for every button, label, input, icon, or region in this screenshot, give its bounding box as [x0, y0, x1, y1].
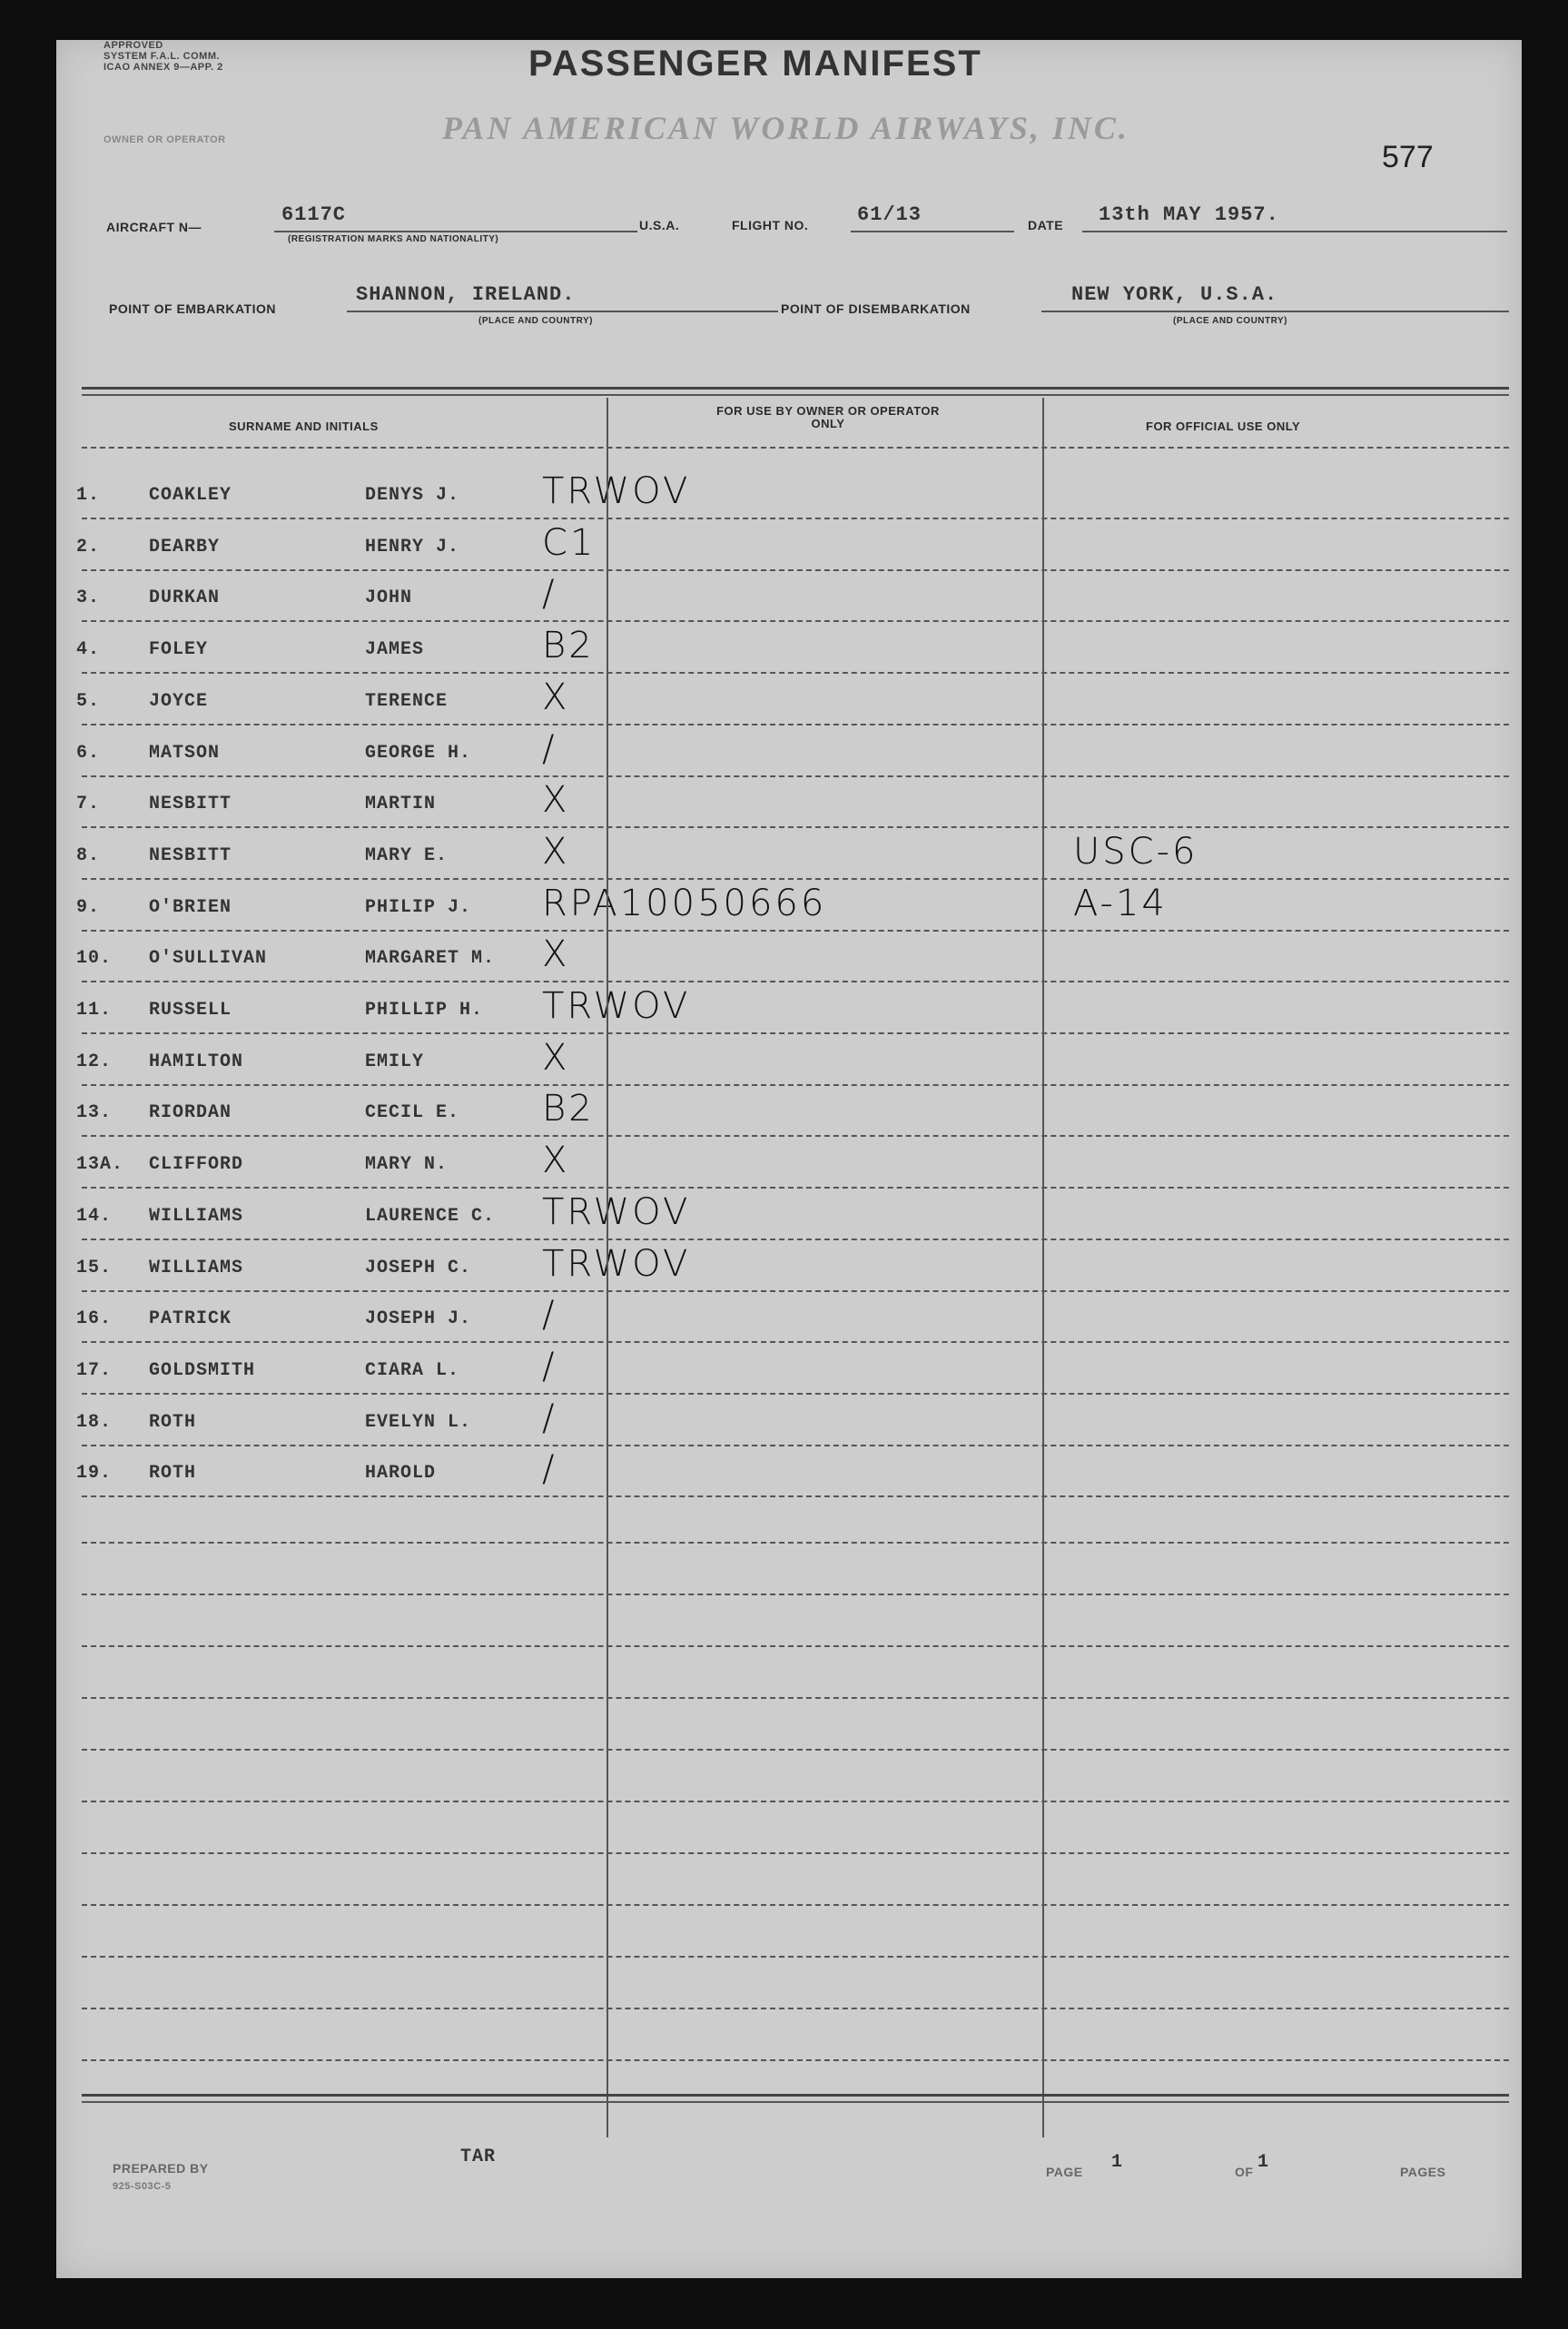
prepared-value: TAR: [460, 2146, 497, 2167]
table-row: [56, 1294, 1522, 1345]
owner-mark: /: [542, 1397, 557, 1439]
passenger-surname: MATSON: [149, 743, 221, 764]
row-rule: [82, 878, 1509, 880]
header-rule: [82, 447, 1509, 449]
owner-mark: X: [542, 831, 570, 873]
disembark-value: NEW YORK, U.S.A.: [1071, 283, 1278, 306]
passenger-given-names: MARY E.: [365, 845, 449, 866]
owner-mark: /: [542, 1294, 557, 1336]
flight-label: FLIGHT NO.: [732, 218, 809, 232]
row-rule: [82, 1495, 1509, 1497]
row-number: 13A.: [76, 1154, 124, 1175]
row-rule: [82, 518, 1509, 519]
official-mark: USC-6: [1073, 831, 1198, 873]
page-label: PAGE: [1046, 2165, 1083, 2179]
row-rule: [82, 724, 1509, 725]
table-row: [56, 933, 1522, 984]
passenger-surname: CLIFFORD: [149, 1154, 244, 1175]
row-number: 14.: [76, 1206, 113, 1227]
passenger-surname: WILLIAMS: [149, 1258, 244, 1278]
passenger-given-names: EVELYN L.: [365, 1412, 472, 1433]
passenger-given-names: PHILLIP H.: [365, 1000, 484, 1021]
passenger-surname: RIORDAN: [149, 1102, 232, 1123]
column-header-names: SURNAME AND INITIALS: [229, 419, 379, 433]
owner-mark: /: [542, 1346, 557, 1387]
row-rule: [82, 1341, 1509, 1343]
blank-row-rule: [82, 1542, 1509, 1544]
blank-row-rule: [82, 1904, 1509, 1906]
column-divider: [1042, 398, 1044, 2137]
row-rule: [82, 1084, 1509, 1086]
row-rule: [82, 1032, 1509, 1034]
row-number: 16.: [76, 1308, 113, 1329]
row-number: 6.: [76, 743, 101, 764]
passenger-given-names: MARGARET M.: [365, 948, 496, 969]
passenger-given-names: HAROLD: [365, 1463, 437, 1484]
row-number: 5.: [76, 691, 101, 712]
table-row: [56, 1448, 1522, 1499]
passenger-given-names: GEORGE H.: [365, 743, 472, 764]
blank-row-rule: [82, 1645, 1509, 1647]
blank-row-rule: [82, 2008, 1509, 2009]
owner-mark: TRWOV: [542, 1243, 691, 1285]
pages-label: PAGES: [1400, 2165, 1446, 2179]
prepared-label: PREPARED BY: [113, 2161, 209, 2176]
table-row: [56, 522, 1522, 573]
flight-value: 61/13: [857, 203, 922, 226]
table-bottom-rule: [82, 2094, 1509, 2097]
owner-mark: /: [542, 573, 557, 615]
column-header-owner: FOR USE BY OWNER OR OPERATOR ONLY: [716, 404, 940, 430]
row-number: 11.: [76, 1000, 113, 1021]
passenger-given-names: LAURENCE C.: [365, 1206, 496, 1227]
row-number: 12.: [76, 1051, 113, 1072]
passenger-given-names: JAMES: [365, 639, 425, 660]
row-number: 15.: [76, 1258, 113, 1278]
flight-underline: [851, 231, 1014, 232]
of-value: 1: [1257, 2152, 1270, 2173]
owner-mark: TRWOV: [542, 985, 691, 1027]
table-row: [56, 1346, 1522, 1396]
owner-mark: B2: [542, 1088, 595, 1130]
embark-underline: [347, 311, 778, 312]
passenger-surname: DEARBY: [149, 537, 221, 558]
row-number: 9.: [76, 897, 101, 918]
row-number: 8.: [76, 845, 101, 866]
passenger-given-names: MARY N.: [365, 1154, 449, 1175]
table-row: [56, 1037, 1522, 1088]
page-title: PASSENGER MANIFEST: [528, 44, 982, 84]
row-number: 1.: [76, 485, 101, 506]
owner-mark: /: [542, 1448, 557, 1490]
table-top-rule: [82, 387, 1509, 390]
row-number: 7.: [76, 794, 101, 814]
row-rule: [82, 1239, 1509, 1240]
table-row: [56, 1397, 1522, 1448]
passenger-surname: ROTH: [149, 1463, 197, 1484]
passenger-surname: HAMILTON: [149, 1051, 244, 1072]
table-bottom-rule: [82, 2101, 1509, 2103]
approval-line: SYSTEM F.A.L. COMM.: [104, 51, 221, 62]
table-row: [56, 1191, 1522, 1242]
passenger-given-names: PHILIP J.: [365, 897, 472, 918]
country-label: U.S.A.: [639, 218, 680, 232]
row-rule: [82, 930, 1509, 932]
embark-value: SHANNON, IRELAND.: [356, 283, 576, 306]
owner-mark: C1: [542, 522, 597, 564]
table-row: [56, 1243, 1522, 1294]
approval-line: ICAO ANNEX 9—APP. 2: [104, 62, 223, 73]
date-value: 13th MAY 1957.: [1099, 203, 1279, 226]
row-rule: [82, 1187, 1509, 1189]
row-rule: [82, 672, 1509, 674]
row-rule: [82, 826, 1509, 828]
disembark-label: POINT OF DISEMBARKATION: [781, 301, 971, 316]
column-divider: [606, 398, 608, 2137]
passenger-surname: PATRICK: [149, 1308, 232, 1329]
blank-row-rule: [82, 2059, 1509, 2061]
form-code: 925-S03C-5: [113, 2181, 172, 2192]
blank-row-rule: [82, 1852, 1509, 1854]
passenger-given-names: TERENCE: [365, 691, 449, 712]
table-top-rule: [82, 394, 1509, 396]
passenger-surname: JOYCE: [149, 691, 209, 712]
table-row: [56, 573, 1522, 624]
row-number: 19.: [76, 1463, 113, 1484]
row-number: 18.: [76, 1412, 113, 1433]
passenger-surname: NESBITT: [149, 845, 232, 866]
row-rule: [82, 981, 1509, 982]
passenger-surname: FOLEY: [149, 639, 209, 660]
date-underline: [1082, 231, 1507, 232]
date-label: DATE: [1028, 218, 1064, 232]
table-row: [56, 625, 1522, 676]
table-row: [56, 779, 1522, 830]
table-row: [56, 470, 1522, 521]
aircraft-value: 6117C: [281, 203, 347, 226]
passenger-surname: COAKLEY: [149, 485, 232, 506]
passenger-surname: WILLIAMS: [149, 1206, 244, 1227]
blank-row-rule: [82, 1956, 1509, 1958]
blank-row-rule: [82, 1594, 1509, 1595]
operator-name: PAN AMERICAN WORLD AIRWAYS, INC.: [442, 110, 1129, 146]
disembark-caption: (PLACE AND COUNTRY): [1173, 316, 1287, 326]
owner-label: OWNER OR OPERATOR: [104, 134, 226, 145]
table-row: [56, 676, 1522, 727]
passenger-surname: O'SULLIVAN: [149, 948, 268, 969]
page-number: 577: [1382, 140, 1434, 174]
row-number: 2.: [76, 537, 101, 558]
passenger-given-names: EMILY: [365, 1051, 425, 1072]
of-label: OF: [1235, 2165, 1254, 2179]
aircraft-caption: (REGISTRATION MARKS AND NATIONALITY): [288, 234, 499, 244]
passenger-given-names: DENYS J.: [365, 485, 460, 506]
passenger-surname: NESBITT: [149, 794, 232, 814]
manifest-page: [56, 40, 1522, 2278]
row-number: 17.: [76, 1360, 113, 1381]
row-rule: [82, 1445, 1509, 1446]
row-rule: [82, 569, 1509, 571]
page-value: 1: [1111, 2152, 1124, 2173]
row-rule: [82, 1290, 1509, 1292]
row-rule: [82, 1135, 1509, 1137]
disembark-underline: [1041, 311, 1509, 312]
passenger-given-names: JOSEPH J.: [365, 1308, 472, 1329]
passenger-surname: ROTH: [149, 1412, 197, 1433]
owner-mark: /: [542, 728, 557, 770]
passenger-surname: DURKAN: [149, 587, 221, 608]
aircraft-label: AIRCRAFT N—: [106, 220, 202, 234]
table-row: [56, 883, 1522, 933]
column-header-official: FOR OFFICIAL USE ONLY: [1146, 419, 1301, 433]
table-row: [56, 1088, 1522, 1139]
table-row: [56, 728, 1522, 779]
embark-caption: (PLACE AND COUNTRY): [478, 316, 593, 326]
owner-mark: B2: [542, 625, 595, 666]
passenger-surname: O'BRIEN: [149, 897, 232, 918]
table-row: [56, 831, 1522, 882]
aircraft-underline: [274, 231, 637, 232]
passenger-given-names: JOSEPH C.: [365, 1258, 472, 1278]
blank-row-rule: [82, 1697, 1509, 1699]
owner-mark: RPA10050666: [542, 883, 827, 924]
owner-mark: X: [542, 1140, 570, 1181]
passenger-given-names: MARTIN: [365, 794, 437, 814]
passenger-given-names: HENRY J.: [365, 537, 460, 558]
passenger-given-names: CECIL E.: [365, 1102, 460, 1123]
owner-mark: X: [542, 779, 570, 821]
owner-mark: X: [542, 676, 570, 718]
official-mark: A-14: [1073, 883, 1168, 924]
passenger-surname: RUSSELL: [149, 1000, 232, 1021]
row-number: 13.: [76, 1102, 113, 1123]
row-number: 4.: [76, 639, 101, 660]
owner-mark: X: [542, 933, 570, 975]
passenger-surname: GOLDSMITH: [149, 1360, 256, 1381]
passenger-given-names: JOHN: [365, 587, 413, 608]
row-rule: [82, 775, 1509, 777]
row-number: 3.: [76, 587, 101, 608]
owner-mark: TRWOV: [542, 1191, 691, 1233]
owner-mark: TRWOV: [542, 470, 691, 512]
row-rule: [82, 1393, 1509, 1395]
row-number: 10.: [76, 948, 113, 969]
owner-mark: X: [542, 1037, 570, 1079]
approval-note: [104, 40, 223, 73]
table-row: [56, 985, 1522, 1036]
row-rule: [82, 620, 1509, 622]
table-row: [56, 1140, 1522, 1190]
embark-label: POINT OF EMBARKATION: [109, 301, 276, 316]
blank-row-rule: [82, 1749, 1509, 1751]
approval-line: APPROVED: [104, 40, 163, 51]
passenger-given-names: CIARA L.: [365, 1360, 460, 1381]
blank-row-rule: [82, 1801, 1509, 1802]
